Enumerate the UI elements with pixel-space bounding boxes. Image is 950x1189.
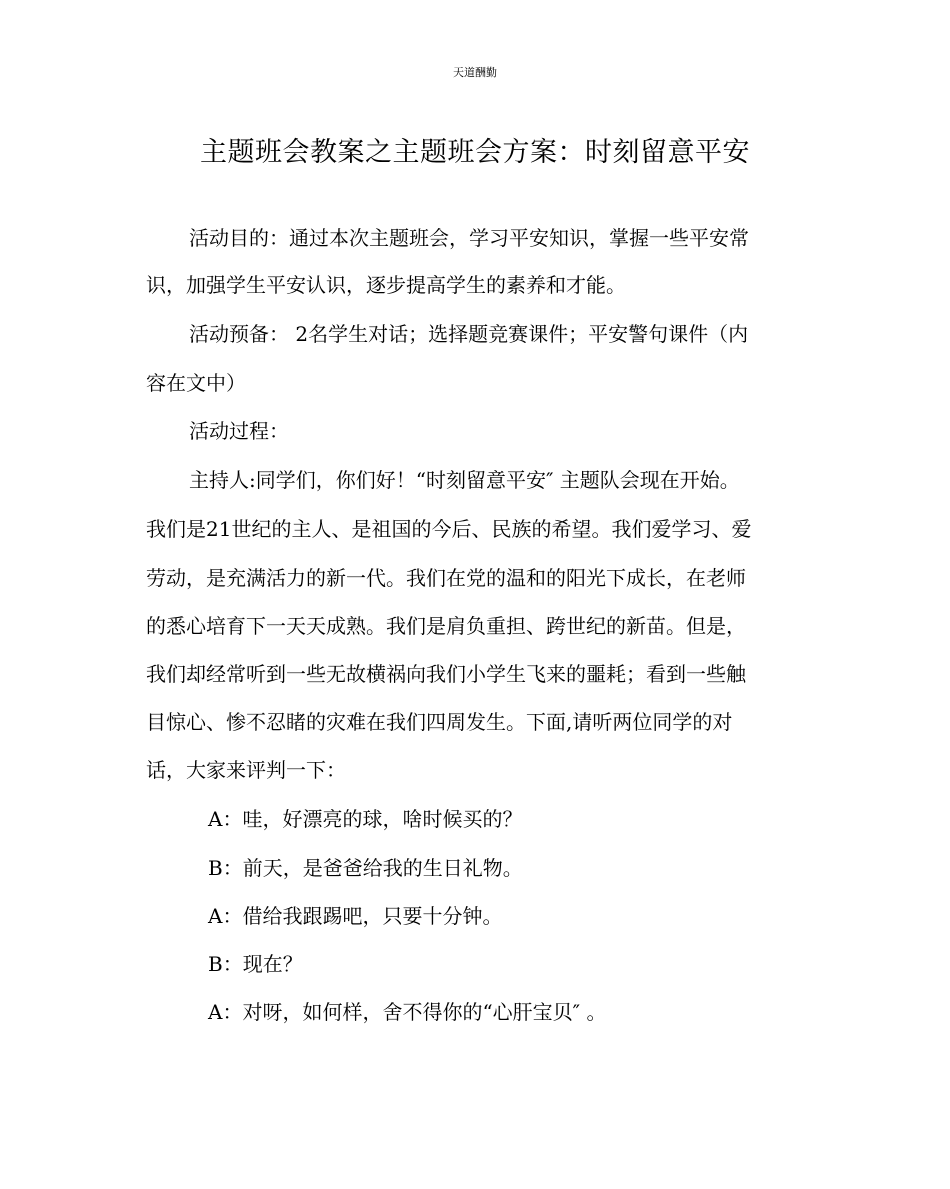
host-line-6: 目惊心、惨不忍睹的灾难在我们四周发生。下面,请听两位同学的对 [146, 710, 733, 734]
dialogue-line-1: A：哇，好漂亮的球，啥时候买的？ [208, 807, 523, 831]
host-line-2: 我们是21世纪的主人、是祖国的今后、民族的希望。我们爱学习、爱 [146, 517, 752, 541]
dialogue-line-2: B：前天，是爸爸给我的生日礼物。 [208, 856, 523, 880]
process-heading: 活动过程： [189, 419, 289, 443]
host-line-3: 劳动，是充满活力的新一代。我们在党的温和的阳光下成长，在老师 [146, 566, 746, 590]
dialogue-line-4: B：现在？ [208, 952, 303, 976]
dialogue-line-3: A：借给我跟踢吧，只要十分钟。 [208, 904, 503, 928]
host-line-5: 我们却经常听到一些无故横祸向我们小学生飞来的噩耗；看到一些触 [146, 662, 746, 686]
page-header: 天道酬勤 [453, 66, 497, 79]
document-title: 主题班会教案之主题班会方案：时刻留意平安 [200, 137, 750, 168]
host-line-4: 的悉心培育下一天天成熟。我们是肩负重担、跨世纪的新苗。但是， [146, 614, 746, 638]
purpose-line-2: 识，加强学生平安认识，逐步提高学生的素养和才能。 [146, 273, 626, 297]
preparation-line-2: 容在文中） [146, 371, 246, 395]
host-line-1: 主持人:同学们，你们好！“时刻留意平安″ 主题队会现在开始。 [189, 468, 740, 492]
purpose-line-1: 活动目的：通过本次主题班会，学习平安知识，掌握一些平安常 [189, 226, 749, 250]
host-line-7: 话，大家来评判一下： [146, 758, 346, 782]
preparation-line-1: 活动预备： 2名学生对话；选择题竞赛课件；平安警句课件（内 [189, 322, 749, 346]
dialogue-line-5: A：对呀，如何样，舍不得你的“心肝宝贝″ 。 [208, 1000, 607, 1024]
